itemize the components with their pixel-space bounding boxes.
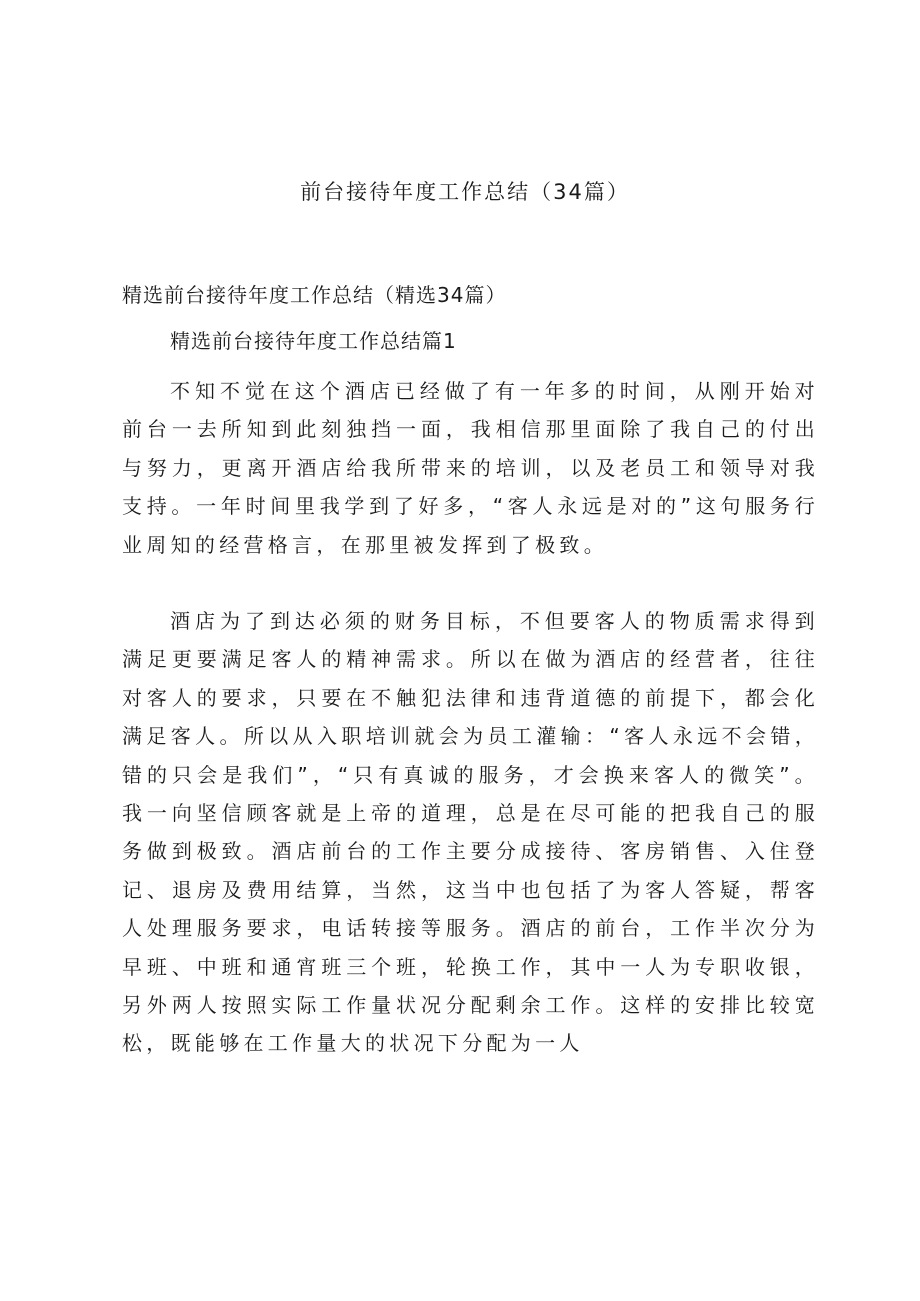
body-paragraph: 不知不觉在这个酒店已经做了有一年多的时间，从刚开始对前台一去所知到此刻独挡一面，我相信那里面除了我自己的付出与努力，更离开酒店给我所带来的培训，以及老员工和领导对我支持。一年时间里我学到了好多，“客人永远是对的”这句服务行业周知的经营格言，在那里被发挥到了极致。 <box>122 379 819 557</box>
body-paragraph: 酒店为了到达必须的财务目标，不但要客人的物质需求得到满足更要满足客人的精神需求。所以在做为酒店的经营者，往往对客人的要求，只要在不触犯法律和违背道德的前提下，都会化满足客人。所以从入职培训就会为员工灌输：“客人永远不会错，错的只会是我们”，“只有真诚的服务，才会换来客人的微笑”。我一向坚信顾客就是上帝的道理，总是在尽可能的把我自己的服务做到极致。酒店前台的工作主要分成接待、客房销售、入住登记、退房及费用结算，当然，这当中也包括了为客人答疑，帮客人处理服务要求，电话转接等服务。酒店的前台，工作半次分为早班、中班和通宵班三个班，轮换工作，其中一人为专职收银，另外两人按照实际工作量状况分配剩余工作。这样的安排比较宽松，既能够在工作量大的状况下分配为一人 <box>122 609 819 1056</box>
section-heading: 精选前台接待年度工作总结篇1 <box>170 329 457 353</box>
document-subtitle: 精选前台接待年度工作总结（精选34篇） <box>122 283 507 307</box>
document-title: 前台接待年度工作总结（34篇） <box>300 180 630 204</box>
